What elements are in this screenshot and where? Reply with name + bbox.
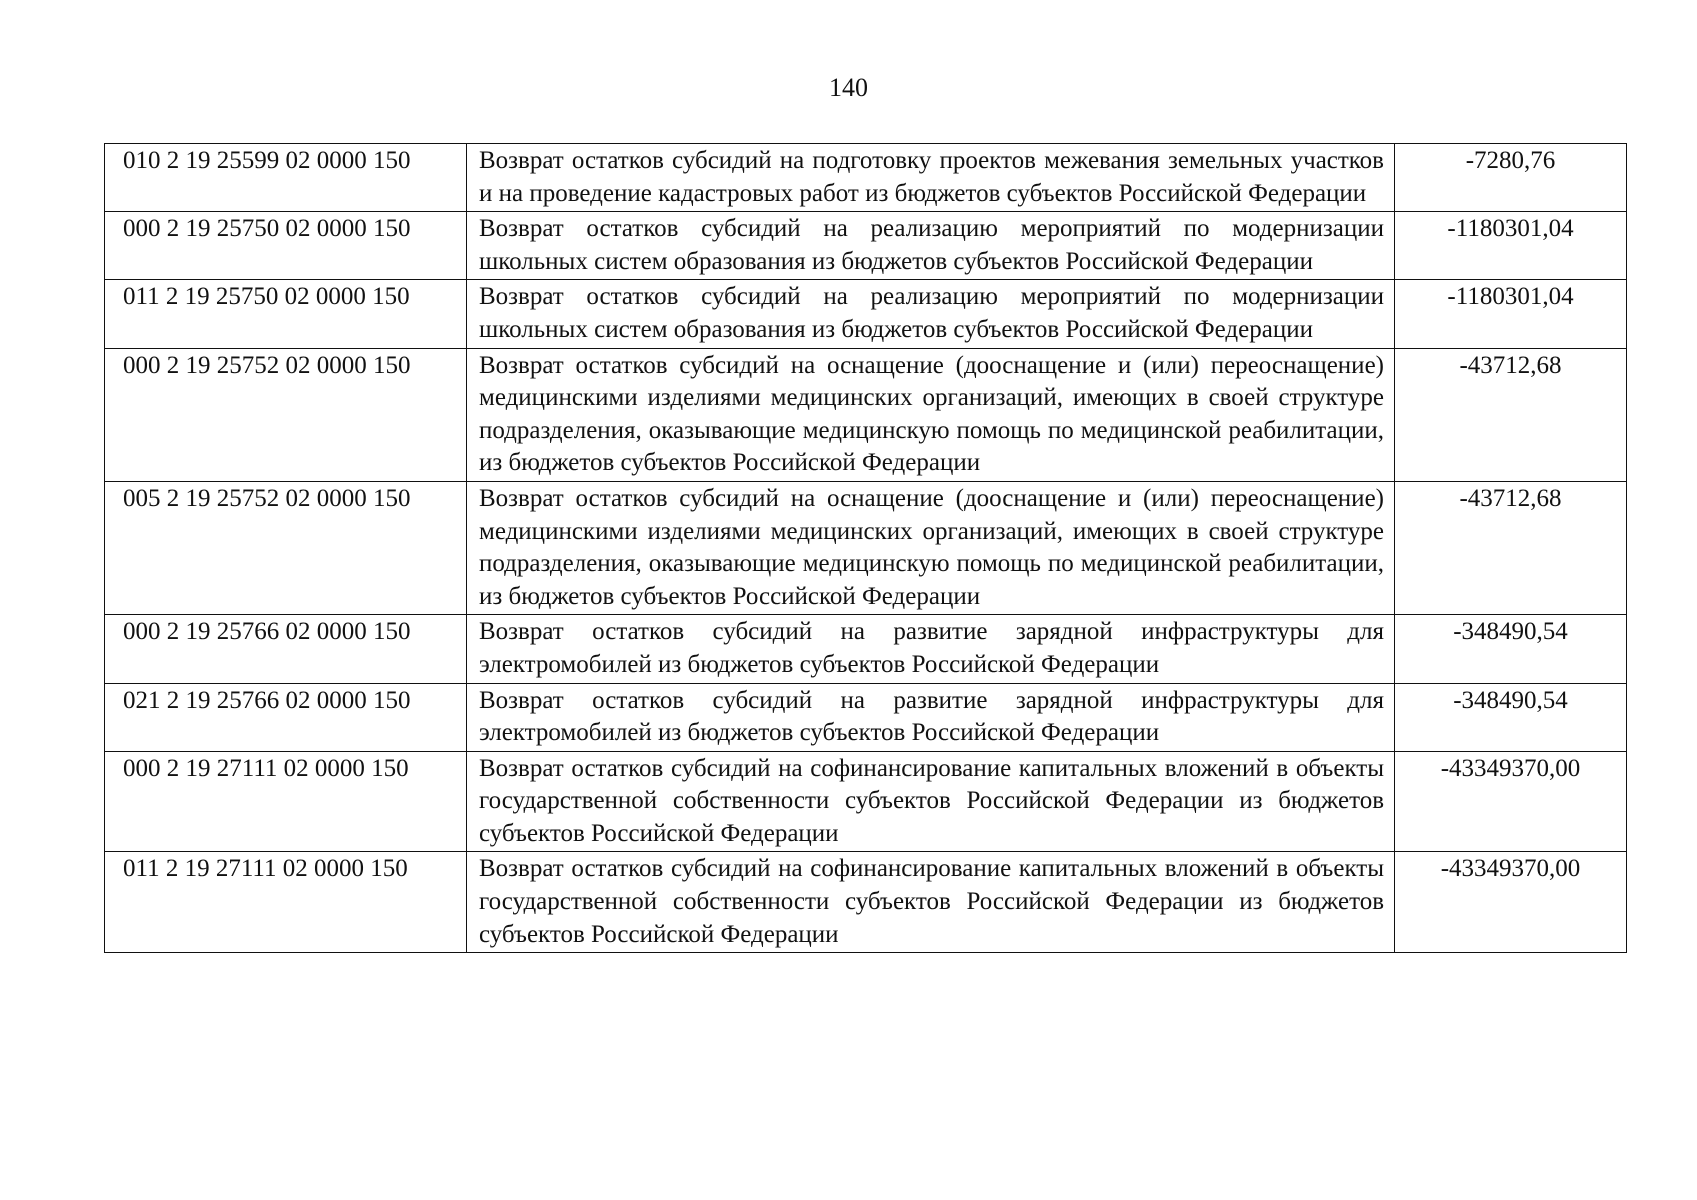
amount-cell: -1180301,04 xyxy=(1395,280,1627,348)
budget-code-cell: 011 2 19 27111 02 0000 150 xyxy=(105,852,467,953)
budget-code-cell: 005 2 19 25752 02 0000 150 xyxy=(105,481,467,614)
page-number: 140 xyxy=(829,73,868,102)
budget-code-cell: 021 2 19 25766 02 0000 150 xyxy=(105,683,467,751)
description-cell: Возврат остатков субсидий на реализацию мероприятий по модернизации школьных систем образования из бюджетов субъектов Российской Федерации xyxy=(467,212,1395,280)
budget-code-cell: 000 2 19 25752 02 0000 150 xyxy=(105,348,467,481)
description-cell: Возврат остатков субсидий на оснащение (дооснащение и (или) переоснащение) медицинскими изделиями медицинских организаций, имеющих в своей структуре подразделения, оказывающие медицинскую помощь по медицинской реабилитации, из бюджетов субъектов Российской Федерации xyxy=(467,481,1395,614)
description-cell: Возврат остатков субсидий на софинансирование капитальных вложений в объекты государственной собственности субъектов Российской Федерации из бюджетов субъектов Российской Федерации xyxy=(467,852,1395,953)
table-row xyxy=(105,751,1627,852)
amount-cell: -43349370,00 xyxy=(1395,852,1627,953)
budget-code-cell: 000 2 19 27111 02 0000 150 xyxy=(105,751,467,852)
budget-table-body xyxy=(105,144,1627,953)
amount-cell: -7280,76 xyxy=(1395,144,1627,212)
budget-table xyxy=(104,143,1627,953)
table-row xyxy=(105,348,1627,481)
table-row xyxy=(105,852,1627,953)
amount-cell: -348490,54 xyxy=(1395,615,1627,683)
amount-cell: -43712,68 xyxy=(1395,348,1627,481)
budget-code-cell: 000 2 19 25750 02 0000 150 xyxy=(105,212,467,280)
table-row xyxy=(105,280,1627,348)
description-cell: Возврат остатков субсидий на реализацию мероприятий по модернизации школьных систем образования из бюджетов субъектов Российской Федерации xyxy=(467,280,1395,348)
amount-cell: -1180301,04 xyxy=(1395,212,1627,280)
amount-cell: -43349370,00 xyxy=(1395,751,1627,852)
table-row xyxy=(105,683,1627,751)
budget-code-cell: 010 2 19 25599 02 0000 150 xyxy=(105,144,467,212)
description-cell: Возврат остатков субсидий на развитие зарядной инфраструктуры для электромобилей из бюджетов субъектов Российской Федерации xyxy=(467,615,1395,683)
table-row xyxy=(105,144,1627,212)
amount-cell: -43712,68 xyxy=(1395,481,1627,614)
budget-code-cell: 011 2 19 25750 02 0000 150 xyxy=(105,280,467,348)
description-cell: Возврат остатков субсидий на подготовку проектов межевания земельных участков и на проведение кадастровых работ из бюджетов субъектов Российской Федерации xyxy=(467,144,1395,212)
amount-cell: -348490,54 xyxy=(1395,683,1627,751)
description-cell: Возврат остатков субсидий на софинансирование капитальных вложений в объекты государственной собственности субъектов Российской Федерации из бюджетов субъектов Российской Федерации xyxy=(467,751,1395,852)
table-row xyxy=(105,212,1627,280)
table-row xyxy=(105,615,1627,683)
description-cell: Возврат остатков субсидий на оснащение (дооснащение и (или) переоснащение) медицинскими изделиями медицинских организаций, имеющих в своей структуре подразделения, оказывающие медицинскую помощь по медицинской реабилитации, из бюджетов субъектов Российской Федерации xyxy=(467,348,1395,481)
table-row xyxy=(105,481,1627,614)
budget-code-cell: 000 2 19 25766 02 0000 150 xyxy=(105,615,467,683)
description-cell: Возврат остатков субсидий на развитие зарядной инфраструктуры для электромобилей из бюджетов субъектов Российской Федерации xyxy=(467,683,1395,751)
